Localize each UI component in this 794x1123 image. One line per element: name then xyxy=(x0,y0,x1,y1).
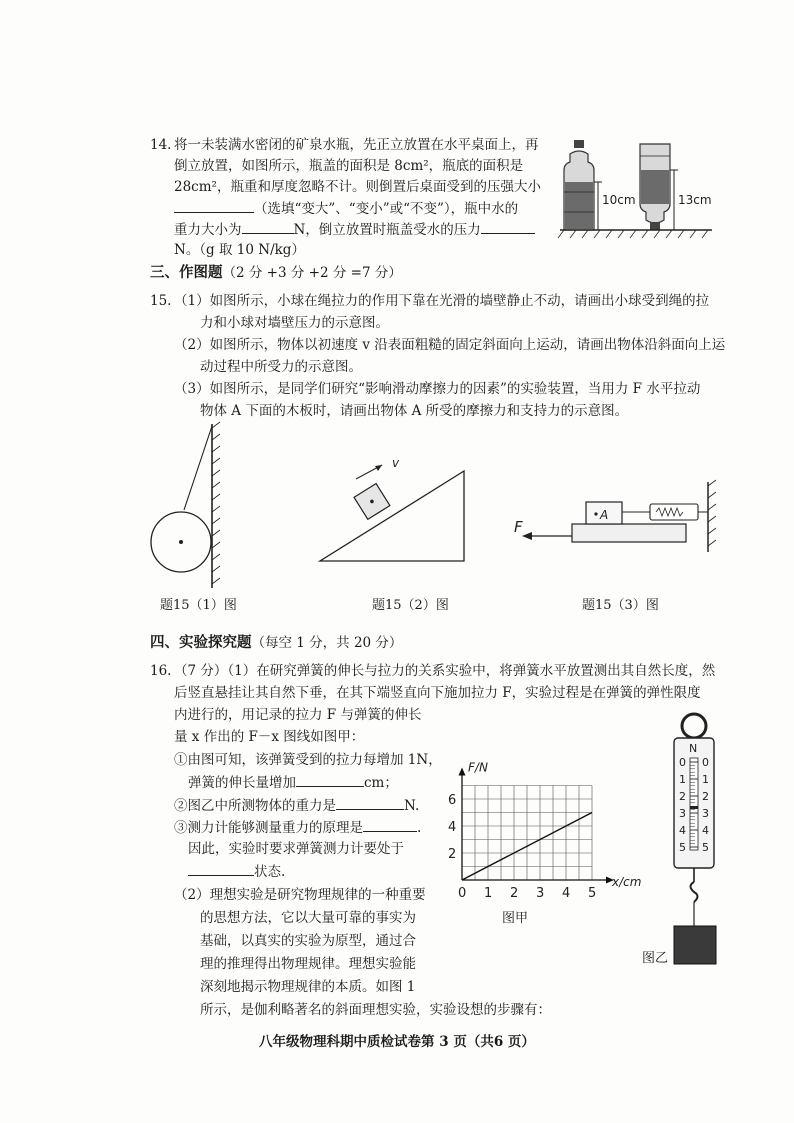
fig15-3-caption: 题15（3）图 xyxy=(582,598,659,613)
answer-blank[interactable] xyxy=(336,795,404,810)
bottle-label-left: 10cm xyxy=(602,193,636,207)
q16-part2-line1: （2）理想实验是研究物理规律的一种重要 xyxy=(174,887,426,903)
q16-part2-line5: 深刻地揭示物理规律的本质。如图 1 xyxy=(200,979,416,995)
block xyxy=(354,484,390,520)
chart-axes xyxy=(459,768,615,884)
q14-text-line3: 28cm²，瓶重和厚度忽略不计。则倒置后桌面受到的压强大小 xyxy=(174,179,541,195)
scale-pointer xyxy=(690,806,698,809)
answer-blank[interactable] xyxy=(242,219,294,234)
scale-left-label: 0 xyxy=(679,756,686,769)
q16-sub3-line2: 因此，实验时要求弹簧测力计要处于 xyxy=(188,841,404,857)
q16-number: 16. xyxy=(150,663,172,679)
scale-right-label: 4 xyxy=(702,824,709,837)
q16-sub3-line3: 状态. xyxy=(188,861,285,882)
fig15-1-ball-wall xyxy=(150,420,230,590)
answer-blank[interactable] xyxy=(363,817,417,832)
q15-part2-line2: 动过程中所受力的示意图。 xyxy=(200,359,362,375)
x-tick-label: 0 xyxy=(458,886,467,901)
q14-text-line2: 倒立放置，如图所示，瓶盖的面积是 8cm²，瓶底的面积是 xyxy=(174,158,524,174)
inverted-bottle xyxy=(640,144,670,230)
scale-right-label: 1 xyxy=(702,773,709,786)
y-tick-label: 4 xyxy=(448,820,457,835)
q14-number: 14. xyxy=(150,137,172,153)
velocity-label: v xyxy=(392,456,400,470)
q16-part2-line2: 的思想方法，它以大量可靠的事实为 xyxy=(200,910,416,926)
upright-bottle xyxy=(564,140,594,230)
q16-sub1-line2: 弹簧的伸长量增加 cm； xyxy=(188,772,398,793)
fig-jia-caption: 图甲 xyxy=(502,911,529,926)
y-axis-label: F/N xyxy=(468,760,488,775)
q16-sub3-line1: ③测力计能够测量重力的原理是 . xyxy=(174,817,421,838)
fx-graph xyxy=(440,752,660,912)
x-tick-label: 1 xyxy=(484,886,493,901)
q16-line2: 后竖直悬挂让其自然下垂，在其下端竖直向下施加拉力 F，实验过程是在弹簧的弹性限度 xyxy=(174,685,701,701)
wooden-board xyxy=(572,524,686,542)
fig15-2-incline xyxy=(318,455,468,565)
section4-heading: 四、实验探究题（每空 1 分，共 20 分） xyxy=(150,634,403,651)
q16-line1: （7 分）（1）在研究弹簧的伸长与拉力的关系实验中，将弹簧水平放置测出其自然长度，然 xyxy=(174,663,716,679)
q16-part2-line4: 理的推理得出物理规律。理想实验能 xyxy=(200,956,416,972)
q15-part1-line1: （1）如图所示，小球在绳拉力的作用下靠在光滑的墙壁静止不动，请画出小球受到绳的拉 xyxy=(174,293,710,309)
q15-number: 15. xyxy=(150,293,172,309)
answer-blank[interactable] xyxy=(296,772,364,787)
fig15-1-caption: 题15（1）图 xyxy=(160,598,237,613)
q15-part3-line2: 物体 A 下面的木板时，请画出物体 A 所受的摩擦力和支持力的示意图。 xyxy=(200,403,629,419)
q15-part2-line1: （2）如图所示，物体以初速度 v 沿表面粗糙的固定斜面向上运动，请画出物体沿斜面向上运 xyxy=(174,337,726,353)
scale-left-label: 2 xyxy=(679,790,686,803)
spring-scale xyxy=(650,504,698,520)
q14-text-line5: 重力大小为 N，倒立放置时瓶盖受水的压力 xyxy=(174,219,535,240)
answer-blank[interactable] xyxy=(188,861,254,876)
answer-blank[interactable] xyxy=(481,219,535,234)
q16-part2-line3: 基础，以真实的实验为原型，通过合 xyxy=(200,933,416,949)
scale-left-label: 5 xyxy=(679,841,686,854)
q16-part2-line6: 所示，是伽利略著名的斜面理想实验，实验设想的步骤有： xyxy=(200,1002,551,1018)
answer-blank[interactable] xyxy=(174,198,254,213)
x-tick-label: 2 xyxy=(510,886,519,901)
incline xyxy=(320,471,464,561)
q16-line4: 量 x 作出的 F－x 图线如图甲： xyxy=(174,729,365,745)
q16-line3: 内进行的，用记录的拉力 F 与弹簧的伸长 xyxy=(174,707,422,723)
bottle-label-right: 13cm xyxy=(678,193,712,207)
block-a-label: A xyxy=(600,508,609,522)
y-tick-label: 6 xyxy=(448,793,457,808)
fig-yi-caption: 图乙 xyxy=(642,951,669,966)
x-axis-label: x/cm xyxy=(612,875,642,889)
q16-sub2: ②图乙中所测物体的重力是 N. xyxy=(174,795,419,816)
x-tick-label: 5 xyxy=(588,886,597,901)
spring-scale-figure xyxy=(660,708,740,970)
scale-right-label: 5 xyxy=(702,841,709,854)
q14-text-line6: N。（g 取 10 N/kg） xyxy=(174,242,305,258)
fig15-2-caption: 题15（2）图 xyxy=(372,598,449,613)
scale-right-label: 3 xyxy=(702,807,709,820)
scale-left-label: 1 xyxy=(679,773,686,786)
bottle-figure xyxy=(556,134,716,244)
force-label: F xyxy=(514,518,523,536)
x-tick-label: 3 xyxy=(536,886,545,901)
chart-grid xyxy=(462,786,592,881)
scale-right-label: 0 xyxy=(702,756,709,769)
rope xyxy=(184,426,212,510)
q15-part3-line1: （3）如图所示，是同学们研究“影响滑动摩擦力的因素”的实验装置，当用力 F 水平拉动 xyxy=(174,381,701,397)
x-tick-label: 4 xyxy=(562,886,571,901)
scale-left-label: 3 xyxy=(679,807,686,820)
y-tick-label: 2 xyxy=(448,847,457,862)
scale-ring xyxy=(682,714,706,738)
scale-right-label: 2 xyxy=(702,790,709,803)
section3-heading: 三、作图题（2 分 +3 分 +2 分 =7 分） xyxy=(150,264,402,281)
q14-text-line1: 将一未装满水密闭的矿泉水瓶，先正立放置在水平桌面上，再 xyxy=(174,137,539,153)
scale-hook xyxy=(691,882,698,902)
page-footer: 八年级物理科期中质检试卷第 3 页（共6 页） xyxy=(259,1034,535,1050)
scale-unit-label: N xyxy=(689,742,698,755)
q16-sub1-line1: ①由图可知，该弹簧受到的拉力每增加 1N， xyxy=(174,752,442,768)
q14-text-line4: （选填“变大”、“变小”或“不变”），瓶中水的 xyxy=(174,198,518,219)
hanging-weight xyxy=(674,926,716,964)
q15-part1-line2: 力和小球对墙壁压力的示意图。 xyxy=(200,315,389,331)
scale-left-label: 4 xyxy=(679,824,686,837)
fig15-3-friction-setup xyxy=(510,480,720,560)
